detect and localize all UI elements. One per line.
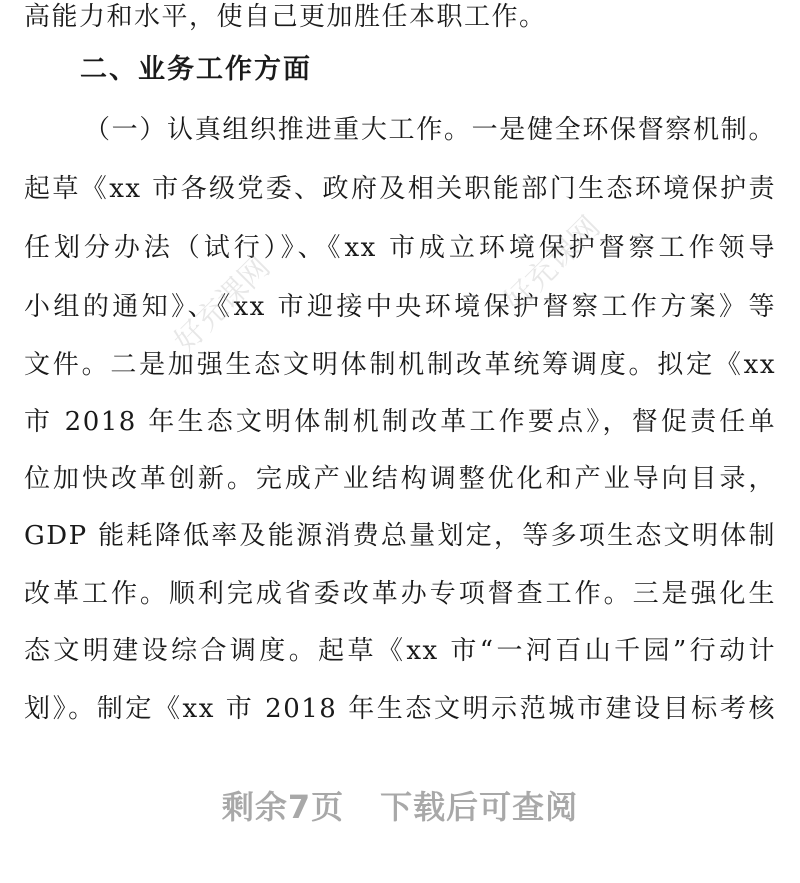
paragraph-line-8: 位加快改革创新。完成产业结构调整优化和产业导向目录， — [24, 464, 776, 494]
section-heading: 二、业务工作方面 — [80, 54, 312, 85]
watermark-text: 好充课网 — [497, 209, 608, 320]
paragraph-line-2: （一）认真组织推进重大工作。一是健全环保督察机制。 — [84, 115, 776, 145]
paragraph-line-1: 高能力和水平，使自己更加胜任本职工作。 — [24, 2, 547, 32]
remaining-pages-notice[interactable] — [0, 782, 800, 828]
paragraph-line-3: 起草《xx 市各级党委、政府及相关职能部门生态环境保护责 — [24, 174, 776, 204]
paragraph-line-5: 小组的通知》、《xx 市迎接中央环境保护督察工作方案》等 — [24, 292, 776, 322]
paragraph-line-4: 任划分办法（试行）》、《xx 市成立环境保护督察工作领导 — [24, 233, 776, 263]
paragraph-line-10: 改革工作。顺利完成省委改革办专项督查工作。三是强化生 — [24, 579, 776, 609]
paragraph-line-9: GDP 能耗降低率及能源消费总量划定，等多项生态文明体制 — [24, 521, 776, 551]
paragraph-line-6: 文件。二是加强生态文明体制机制改革统筹调度。拟定《xx — [24, 350, 776, 380]
paragraph-line-12: 划》。制定《xx 市 2018 年生态文明示范城市建设目标考核 — [24, 694, 776, 724]
download-hint-label: 下载后可查阅 — [380, 788, 579, 826]
paragraph-line-11: 态文明建设综合调度。起草《xx 市“一河百山千园”行动计 — [24, 636, 776, 666]
remaining-pages-label: 剩余7页 — [221, 788, 345, 826]
watermark-text: 好充课网 — [167, 249, 278, 360]
paragraph-line-7: 市 2018 年生态文明体制机制改革工作要点》，督促责任单 — [24, 407, 776, 437]
